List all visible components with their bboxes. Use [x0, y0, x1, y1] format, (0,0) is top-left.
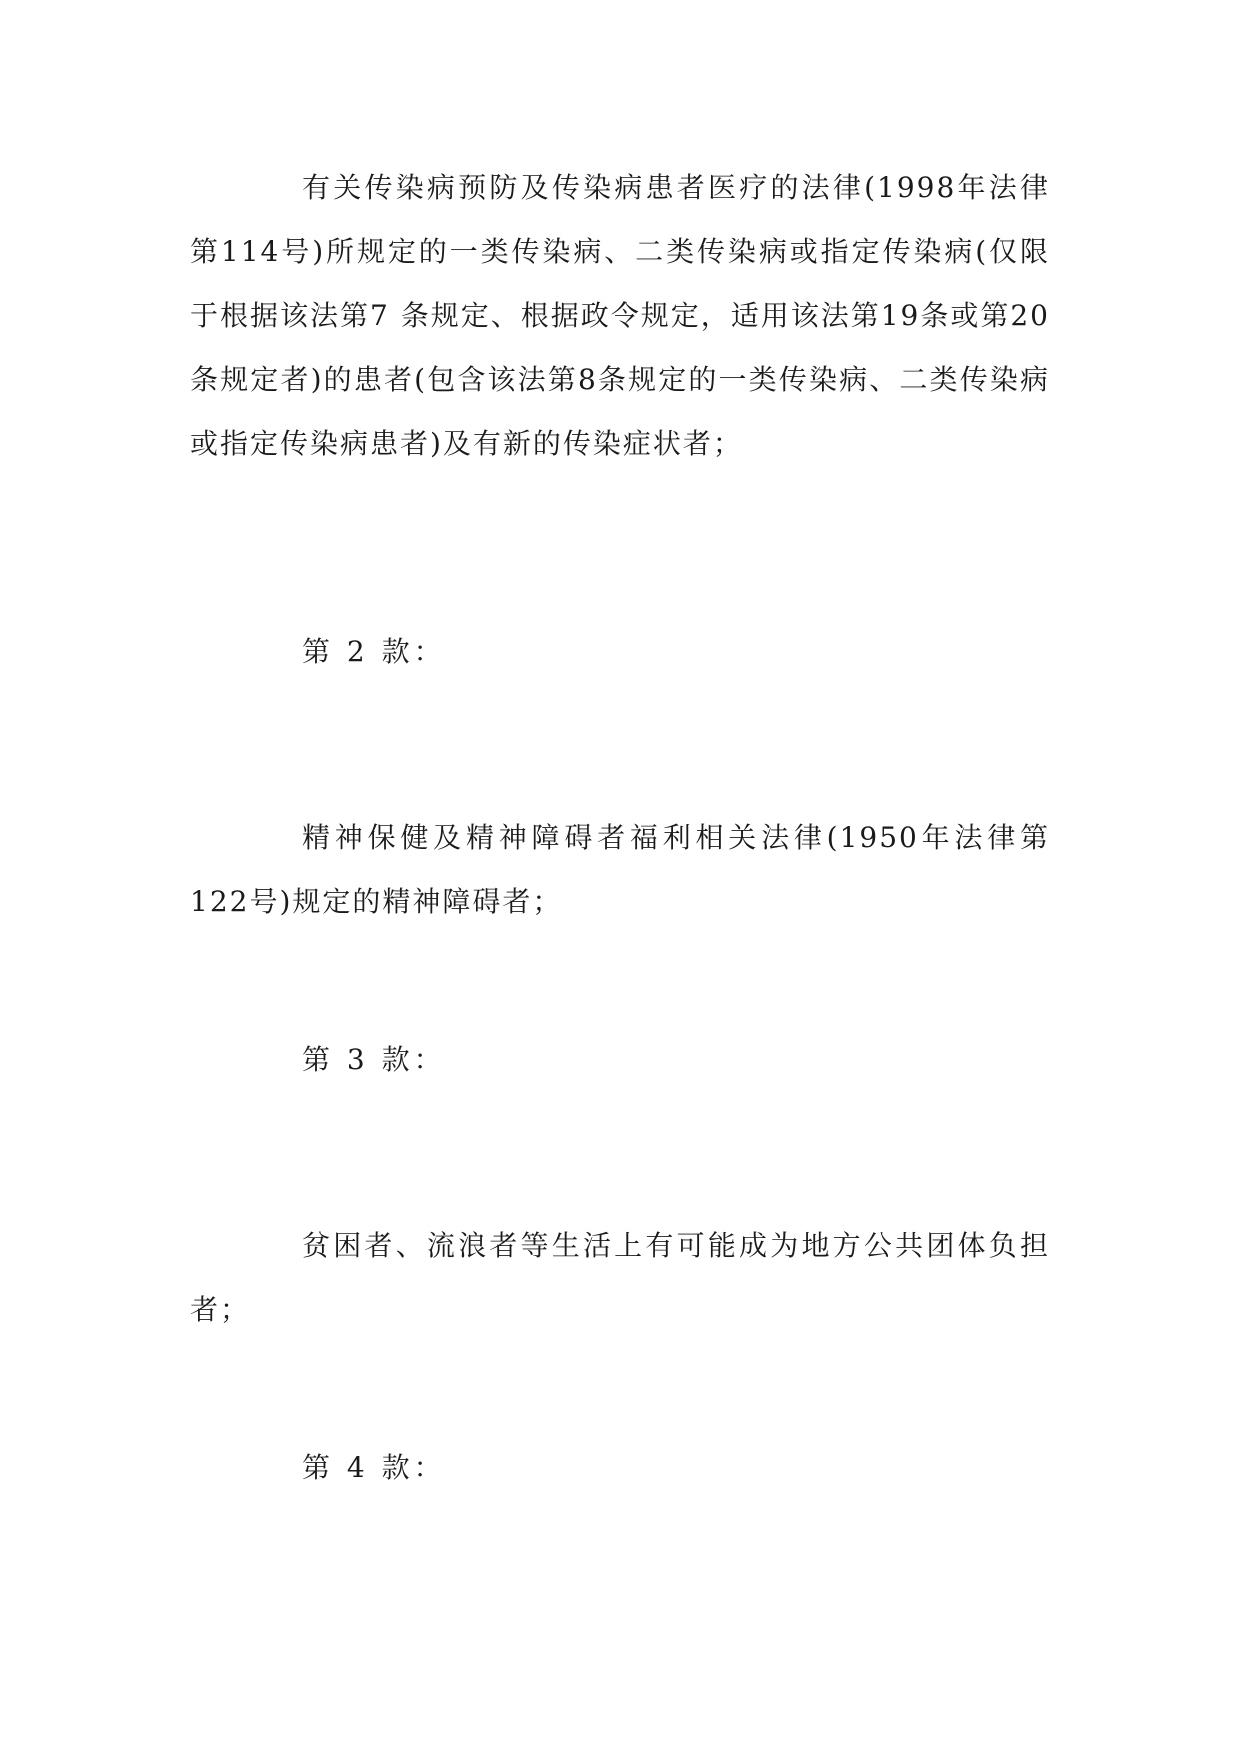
clause-heading-4: 第 4 款：: [302, 1451, 446, 1484]
clause-heading-3: 第 3 款：: [302, 1043, 446, 1076]
paragraph-mental-disorder: 精神保健及精神障碍者福利相关法律(1950年法律第122号)规定的精神障碍者；: [190, 821, 1050, 918]
paragraph-poverty: 贫困者、流浪者等生活上有可能成为地方公共团体负担者；: [190, 1229, 1050, 1326]
paragraph-infectious-disease: 有关传染病预防及传染病患者医疗的法律(1998年法律第114号)所规定的一类传染病、二类传染病或指定传染病(仅限于根据该法第7 条规定、根据政令规定，适用该法第19条或第20条规定者)的患者(包含该法第8条规定的一类传染病、二类传染病或指定传染病患者)及有新的传染症状者；: [190, 171, 1050, 460]
clause-heading-2: 第 2 款：: [302, 635, 446, 668]
